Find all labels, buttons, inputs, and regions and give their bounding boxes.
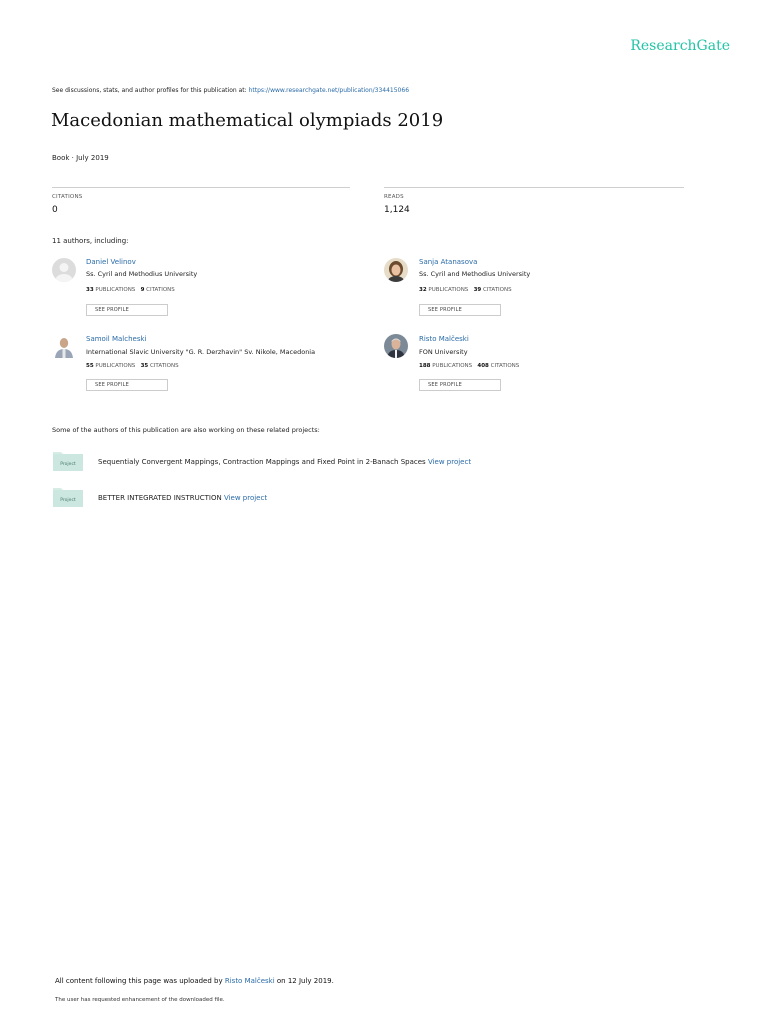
publications-count: 188 [419, 363, 431, 369]
author-avatar-samoil-malcheski[interactable] [52, 334, 76, 358]
upload-prefix: All content following this page was uploaded by [55, 977, 223, 985]
uploader-link[interactable]: Risto Malčeski [224, 977, 275, 985]
citations-label: CITATIONS [52, 194, 83, 200]
citations-label: CITATIONS [146, 287, 175, 293]
author-name[interactable]: Samoil Malcheski [86, 335, 147, 343]
publications-label: PUBLICATIONS [95, 363, 136, 369]
profile-photo-icon [384, 334, 408, 358]
view-project-link[interactable]: View project [223, 494, 268, 502]
header-intro [52, 87, 409, 94]
citations-label: CITATIONS [482, 287, 512, 293]
publications-count: 32 [419, 287, 427, 293]
publications-label: PUBLICATIONS [432, 363, 473, 369]
author-stats [419, 287, 512, 293]
publication-meta: Book · July 2019 [52, 154, 109, 162]
publications-label: PUBLICATIONS [428, 287, 469, 293]
author-name[interactable]: Daniel Velinov [86, 258, 136, 266]
publication-title: Macedonian mathematical olympiads 2019 [51, 110, 444, 131]
authors-heading: 11 authors, including: [52, 237, 129, 245]
see-profile-button[interactable]: SEE PROFILE [419, 304, 501, 316]
project-icon[interactable] [53, 487, 83, 507]
enhancement-note: The user has requested enhancement of the downloaded file. [55, 997, 225, 1003]
project-folder-icon [53, 487, 83, 507]
author-affiliation: FON University [419, 348, 468, 356]
project-icon[interactable] [53, 451, 83, 471]
reads-label: READS [384, 194, 404, 200]
citations-divider [52, 187, 350, 188]
project-title: Sequentialy Convergent Mappings, Contraction Mappings and Fixed Point in 2-Banach Spaces [98, 458, 426, 466]
citations-count: 9 [140, 287, 145, 293]
upload-notice [55, 977, 334, 985]
author-name[interactable]: Sanja Atanasova [419, 258, 478, 266]
citations-label: CITATIONS [149, 363, 179, 369]
author-name[interactable]: Risto Malčeski [419, 335, 469, 343]
project-folder-icon [53, 451, 83, 471]
default-avatar-icon [52, 258, 76, 282]
project-title: BETTER INTEGRATED INSTRUCTION [98, 494, 222, 502]
projects-heading: Some of the authors of this publication are also working on these related projects: [52, 426, 320, 434]
publications-count: 33 [86, 287, 94, 293]
citations-count: 35 [140, 363, 149, 369]
author-avatar-sanja-atanasova[interactable] [384, 258, 408, 282]
view-project-link[interactable]: View project [427, 458, 472, 466]
author-stats [419, 363, 519, 369]
citations-count: 39 [473, 287, 482, 293]
project-item [98, 458, 471, 466]
project-icon-label: Project [60, 462, 76, 467]
author-stats [86, 363, 179, 369]
profile-photo-icon [384, 258, 408, 282]
citations-count: 408 [477, 363, 489, 369]
project-icon-label: Project [60, 498, 76, 503]
see-profile-button[interactable]: SEE PROFILE [419, 379, 501, 391]
author-affiliation: Ss. Cyril and Methodius University [86, 270, 198, 278]
citations-label: CITATIONS [490, 363, 520, 369]
project-item [98, 494, 267, 502]
citations-value: 0 [52, 205, 58, 215]
author-avatar-risto-malceski[interactable] [384, 334, 408, 358]
see-profile-button[interactable]: SEE PROFILE [86, 304, 168, 316]
publications-label: PUBLICATIONS [95, 287, 136, 293]
upload-suffix: on 12 July 2019. [276, 977, 334, 985]
publication-url-link[interactable]: https://www.researchgate.net/publication/334415066 [248, 87, 410, 94]
author-stats [86, 287, 175, 293]
reads-value: 1,124 [384, 205, 410, 215]
publications-count: 55 [86, 363, 94, 369]
see-profile-button[interactable]: SEE PROFILE [86, 379, 168, 391]
reads-divider [384, 187, 684, 188]
author-affiliation: International Slavic University "G. R. Derzhavin" Sv. Nikole, Macedonia [86, 348, 316, 356]
header-intro-text: See discussions, stats, and author profiles for this publication at: [52, 87, 247, 94]
profile-photo-icon [52, 334, 76, 358]
author-affiliation: Ss. Cyril and Methodius University [419, 270, 531, 278]
author-avatar-daniel-velinov[interactable] [52, 258, 76, 282]
researchgate-logo[interactable]: ResearchGate [630, 38, 730, 54]
